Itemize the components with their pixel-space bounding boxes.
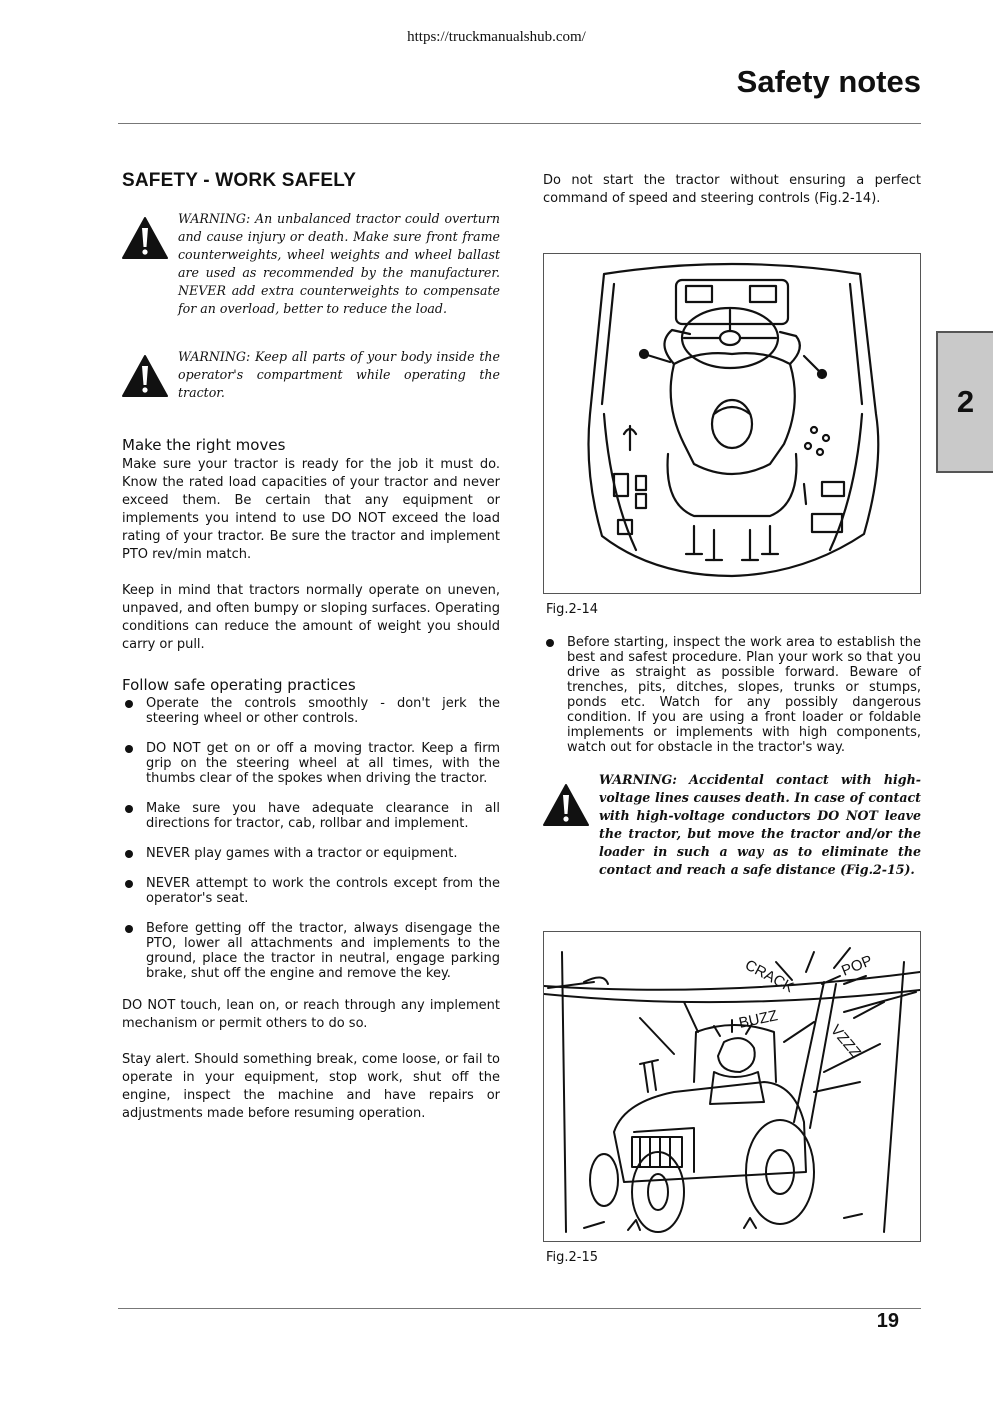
warning-block-3 bbox=[543, 771, 921, 879]
sound-effect-pop: POP bbox=[839, 952, 875, 980]
right-column bbox=[543, 172, 921, 1265]
warning-text-1: WARNING: An unbalanced tractor could overturn and cause injury or death. Make sure front frame counterweights, wheel weights and wheel ballast are used as recommended by the manufacturer. NEVER add extra counterweights to compensate for an overload, better to reduce the load. bbox=[178, 211, 500, 316]
list-item: NEVER attempt to work the controls except from the operator's seat. bbox=[122, 876, 500, 906]
footer-rule bbox=[118, 1308, 921, 1309]
make-moves-heading: Make the right moves bbox=[122, 436, 286, 454]
intro-paragraph: Do not start the tractor without ensuring a perfect command of speed and steering controls (Fig.2-14). bbox=[543, 173, 921, 206]
list-item: Operate the controls smoothly - don't jerk the steering wheel or other controls. bbox=[122, 696, 500, 726]
closing-paragraph-2: Stay alert. Should something break, come loose, or fail to operate in your equipment, stop work, shut off the engine, inspect the machine and have repairs or adjustments made before resuming operation. bbox=[122, 1052, 500, 1121]
list-item: NEVER play games with a tractor or equipment. bbox=[122, 846, 500, 861]
practices-list bbox=[122, 696, 500, 981]
page-title: Safety notes bbox=[736, 64, 921, 99]
list-item: Before starting, inspect the work area to establish the best and safest procedure. Plan your work so that you drive as straight as possible forward. Beware of trenches, pits, ditches, slopes, trunks or stumps, ponds etc. Watch for any possibly dangerous condition. If you are using a front loader or foldable implements or implements with high components, watch out for obstacle in the tractor's way. bbox=[543, 635, 921, 755]
list-item: Before getting off the tractor, always disengage the PTO, lower all attachments and implements to the ground, place the tractor in neutral, engage parking brake, shut off the engine and remove the key. bbox=[122, 921, 500, 981]
bullet-icon bbox=[125, 745, 133, 753]
list-item: DO NOT get on or off a moving tractor. Keep a firm grip on the steering wheel at all times, with the thumbs clear of the spokes when driving the tractor. bbox=[122, 741, 500, 786]
practices-heading: Follow safe operating practices bbox=[122, 676, 356, 694]
chapter-tab: 2 bbox=[936, 331, 993, 473]
tractor-cab-illustration bbox=[544, 254, 920, 593]
bullet-icon bbox=[125, 850, 133, 858]
make-moves-paragraph-2: Keep in mind that tractors normally operate on uneven, unpaved, and often bumpy or sloping surfaces. Operating conditions can reduce the amount of weight you should carry or pull. bbox=[122, 583, 500, 652]
bullet-icon bbox=[125, 880, 133, 888]
warning-text-2: WARNING: Keep all parts of your body inside the operator's compartment while operating the tractor. bbox=[178, 349, 500, 400]
warning-text-3: WARNING: Accidental contact with high-voltage lines causes death. In case of contact with high-voltage conductors DO NOT leave the tractor, but move the tractor and/or the loader in such a way as to eliminate the contact and reach a safe distance (Fig.2-15). bbox=[599, 772, 921, 877]
figure-caption: Fig.2-14 bbox=[546, 602, 599, 617]
bullet-icon bbox=[125, 700, 133, 708]
header-rule bbox=[118, 123, 921, 124]
bullet-icon bbox=[546, 639, 554, 647]
bullet-icon bbox=[125, 925, 133, 933]
section-heading: SAFETY - WORK SAFELY bbox=[122, 170, 357, 191]
warning-triangle-icon bbox=[122, 354, 168, 398]
inspection-list bbox=[543, 635, 921, 755]
power-line-illustration bbox=[544, 932, 920, 1241]
page-number: 19 bbox=[876, 1310, 899, 1332]
sound-effect-buzz: BUZZ bbox=[737, 1007, 780, 1032]
figure-2-15 bbox=[543, 931, 921, 1242]
closing-paragraph-1: DO NOT touch, lean on, or reach through any implement mechanism or permit others to do so. bbox=[122, 998, 500, 1031]
left-column bbox=[122, 170, 500, 1141]
figure-2-14 bbox=[543, 253, 921, 594]
warning-triangle-icon bbox=[122, 216, 168, 260]
warning-triangle-icon bbox=[543, 783, 589, 827]
list-item: Make sure you have adequate clearance in all directions for tractor, cab, rollbar and implement. bbox=[122, 801, 500, 831]
sound-effect-crack: CRACK bbox=[742, 956, 797, 997]
warning-block-2 bbox=[122, 348, 500, 402]
warning-block-1 bbox=[122, 210, 500, 318]
sound-effect-vzzz: VZZZ bbox=[826, 1021, 865, 1062]
make-moves-paragraph-1: Make sure your tractor is ready for the job it must do. Know the rated load capacities of your tractor and never exceed them. Be certain that any equipment or implements you intend to use DO NOT exceed the load rating of your tractor. Be sure the tractor and implement PTO rev/min match. bbox=[122, 457, 500, 562]
figure-caption: Fig.2-15 bbox=[546, 1250, 599, 1265]
bullet-icon bbox=[125, 805, 133, 813]
source-url[interactable]: https://truckmanualshub.com/ bbox=[407, 29, 586, 45]
